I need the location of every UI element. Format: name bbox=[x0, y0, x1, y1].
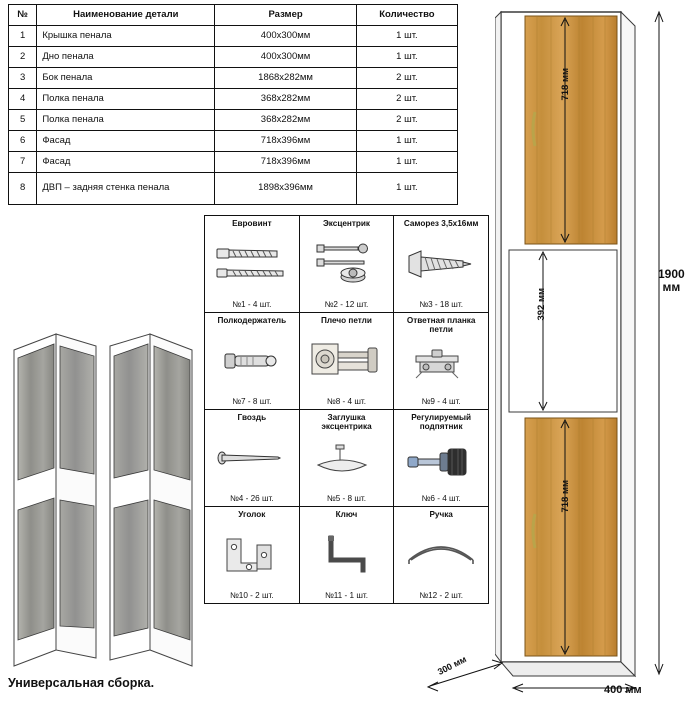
hardware-table bbox=[204, 215, 489, 604]
dimension-total-height-unit: мм bbox=[662, 279, 681, 294]
cell-qty: 1 шт. bbox=[356, 152, 457, 173]
hardware-cell-ruchka bbox=[394, 507, 489, 604]
column-header-size: Размер bbox=[215, 5, 357, 26]
cell-number: 5 bbox=[9, 110, 37, 131]
hardware-title: Ключ bbox=[335, 510, 358, 519]
table-row bbox=[9, 68, 458, 89]
cell-number: 2 bbox=[9, 47, 37, 68]
hardware-cell-zaglushka bbox=[299, 410, 394, 507]
hardware-title: Евровинт bbox=[232, 219, 272, 228]
hardware-qty: №5 - 8 шт. bbox=[326, 494, 367, 503]
dimension-door-bottom: 718 мм bbox=[560, 480, 571, 513]
cell-qty: 1 шт. bbox=[356, 173, 457, 205]
dimension-middle-section: 392 мм bbox=[536, 288, 547, 321]
cell-number: 6 bbox=[9, 131, 37, 152]
cell-qty: 2 шт. bbox=[356, 110, 457, 131]
hardware-cell-polkoderzhatel bbox=[205, 313, 300, 410]
hinge-arm-icon bbox=[302, 325, 392, 397]
hardware-title: Уголок bbox=[238, 510, 266, 519]
hardware-title: Эксцентрик bbox=[322, 219, 370, 228]
hardware-qty: №10 - 2 шт. bbox=[229, 591, 274, 600]
hardware-row bbox=[205, 313, 489, 410]
hardware-qty: №6 - 4 шт. bbox=[421, 494, 461, 503]
cell-name: Крышка пенала bbox=[37, 26, 215, 47]
column-header-qty: Количество bbox=[356, 5, 457, 26]
cell-size: 400x300мм bbox=[215, 26, 357, 47]
column-header-name: Наименование детали bbox=[37, 5, 215, 26]
cell-name: Полка пенала bbox=[37, 89, 215, 110]
handle-icon bbox=[396, 519, 486, 591]
hardware-cell-ekscentrik bbox=[299, 216, 394, 313]
cell-number: 7 bbox=[9, 152, 37, 173]
cell-qty: 1 шт. bbox=[356, 47, 457, 68]
grey-cabinet-illustration bbox=[10, 328, 200, 668]
nail-icon bbox=[207, 422, 297, 494]
column-header-number: № bbox=[9, 5, 37, 26]
hardware-title: Ручка bbox=[429, 510, 453, 519]
cam-cover-cap-icon bbox=[302, 431, 392, 494]
cell-name: Бок пенала bbox=[37, 68, 215, 89]
hardware-title: Заглушка эксцентрика bbox=[321, 413, 372, 432]
table-row bbox=[9, 89, 458, 110]
cell-size: 718x396мм bbox=[215, 131, 357, 152]
assembly-caption: Универсальная сборка. bbox=[8, 676, 155, 690]
hardware-row bbox=[205, 216, 489, 313]
cell-name: ДВП – задняя стенка пенала bbox=[37, 173, 215, 205]
hardware-cell-otvetnaya-planka bbox=[394, 313, 489, 410]
cell-name: Фасад bbox=[37, 152, 215, 173]
cell-number: 3 bbox=[9, 68, 37, 89]
cell-size: 368x282мм bbox=[215, 89, 357, 110]
grey-cabinet-right bbox=[110, 334, 192, 666]
hardware-title: Плечо петли bbox=[321, 316, 372, 325]
hardware-qty: №2 - 12 шт. bbox=[324, 300, 369, 309]
hardware-cell-samorez bbox=[394, 216, 489, 313]
dimension-total-height-value: 1900 bbox=[658, 267, 685, 281]
cell-number: 1 bbox=[9, 26, 37, 47]
hardware-title: Регулируемый подпятник bbox=[411, 413, 472, 432]
hardware-qty: №9 - 4 шт. bbox=[421, 397, 461, 406]
grey-cabinet-left bbox=[14, 334, 96, 666]
hardware-cell-eurovint bbox=[205, 216, 300, 313]
cell-size: 1898x396мм bbox=[215, 173, 357, 205]
table-row bbox=[9, 173, 458, 205]
cell-name: Фасад bbox=[37, 131, 215, 152]
dimension-door-top: 718 мм bbox=[560, 68, 571, 101]
cell-size: 400x300мм bbox=[215, 47, 357, 68]
dimension-depth: 300 мм bbox=[436, 653, 469, 677]
hardware-qty: №12 - 2 шт. bbox=[419, 591, 463, 600]
hardware-cell-klyuch bbox=[299, 507, 394, 604]
cell-size: 718x396мм bbox=[215, 152, 357, 173]
allen-key-icon bbox=[302, 519, 392, 591]
cell-qty: 1 шт. bbox=[356, 26, 457, 47]
hardware-title: Саморез 3,5х16мм bbox=[403, 219, 479, 228]
self-tapping-screw-icon bbox=[396, 228, 486, 300]
parts-table bbox=[8, 4, 458, 205]
cam-lock-icon bbox=[302, 228, 392, 300]
hardware-qty: №1 - 4 шт. bbox=[232, 300, 272, 309]
hardware-title: Ответная планка петли bbox=[406, 316, 476, 335]
cell-number: 8 bbox=[9, 173, 37, 205]
table-header-row bbox=[9, 5, 458, 26]
hardware-qty: №4 - 26 шт. bbox=[229, 494, 274, 503]
cell-size: 368x282мм bbox=[215, 110, 357, 131]
confirmat-screw-icon bbox=[207, 228, 297, 300]
table-row bbox=[9, 110, 458, 131]
hardware-cell-podpyatnik bbox=[394, 410, 489, 507]
hardware-qty: №7 - 8 шт. bbox=[232, 397, 272, 406]
table-row bbox=[9, 26, 458, 47]
hardware-qty: №11 - 1 шт. bbox=[324, 591, 369, 600]
hardware-row bbox=[205, 507, 489, 604]
depth-dimension-line bbox=[424, 652, 514, 692]
dimension-width: 400 мм bbox=[604, 684, 642, 696]
table-row bbox=[9, 131, 458, 152]
dimension-total-height bbox=[658, 268, 685, 293]
hardware-qty: №8 - 4 шт. bbox=[326, 397, 367, 406]
hardware-row bbox=[205, 410, 489, 507]
hardware-cell-ugolok bbox=[205, 507, 300, 604]
hinge-plate-icon bbox=[396, 334, 486, 397]
hardware-title: Полкодержатель bbox=[217, 316, 287, 325]
oak-cabinet-illustration bbox=[495, 4, 625, 664]
cell-qty: 2 шт. bbox=[356, 68, 457, 89]
corner-bracket-icon bbox=[207, 519, 297, 591]
shelf-support-icon bbox=[207, 325, 297, 397]
cell-name: Полка пенала bbox=[37, 110, 215, 131]
hardware-qty: №3 - 18 шт. bbox=[419, 300, 463, 309]
cell-qty: 1 шт. bbox=[356, 131, 457, 152]
hardware-title: Гвоздь bbox=[237, 413, 267, 422]
hardware-cell-plecho-petli bbox=[299, 313, 394, 410]
cell-number: 4 bbox=[9, 89, 37, 110]
cell-size: 1868x282мм bbox=[215, 68, 357, 89]
table-row bbox=[9, 152, 458, 173]
cell-name: Дно пенала bbox=[37, 47, 215, 68]
adjustable-foot-icon bbox=[396, 431, 486, 494]
table-row bbox=[9, 47, 458, 68]
cell-qty: 2 шт. bbox=[356, 89, 457, 110]
hardware-cell-gvozd bbox=[205, 410, 300, 507]
